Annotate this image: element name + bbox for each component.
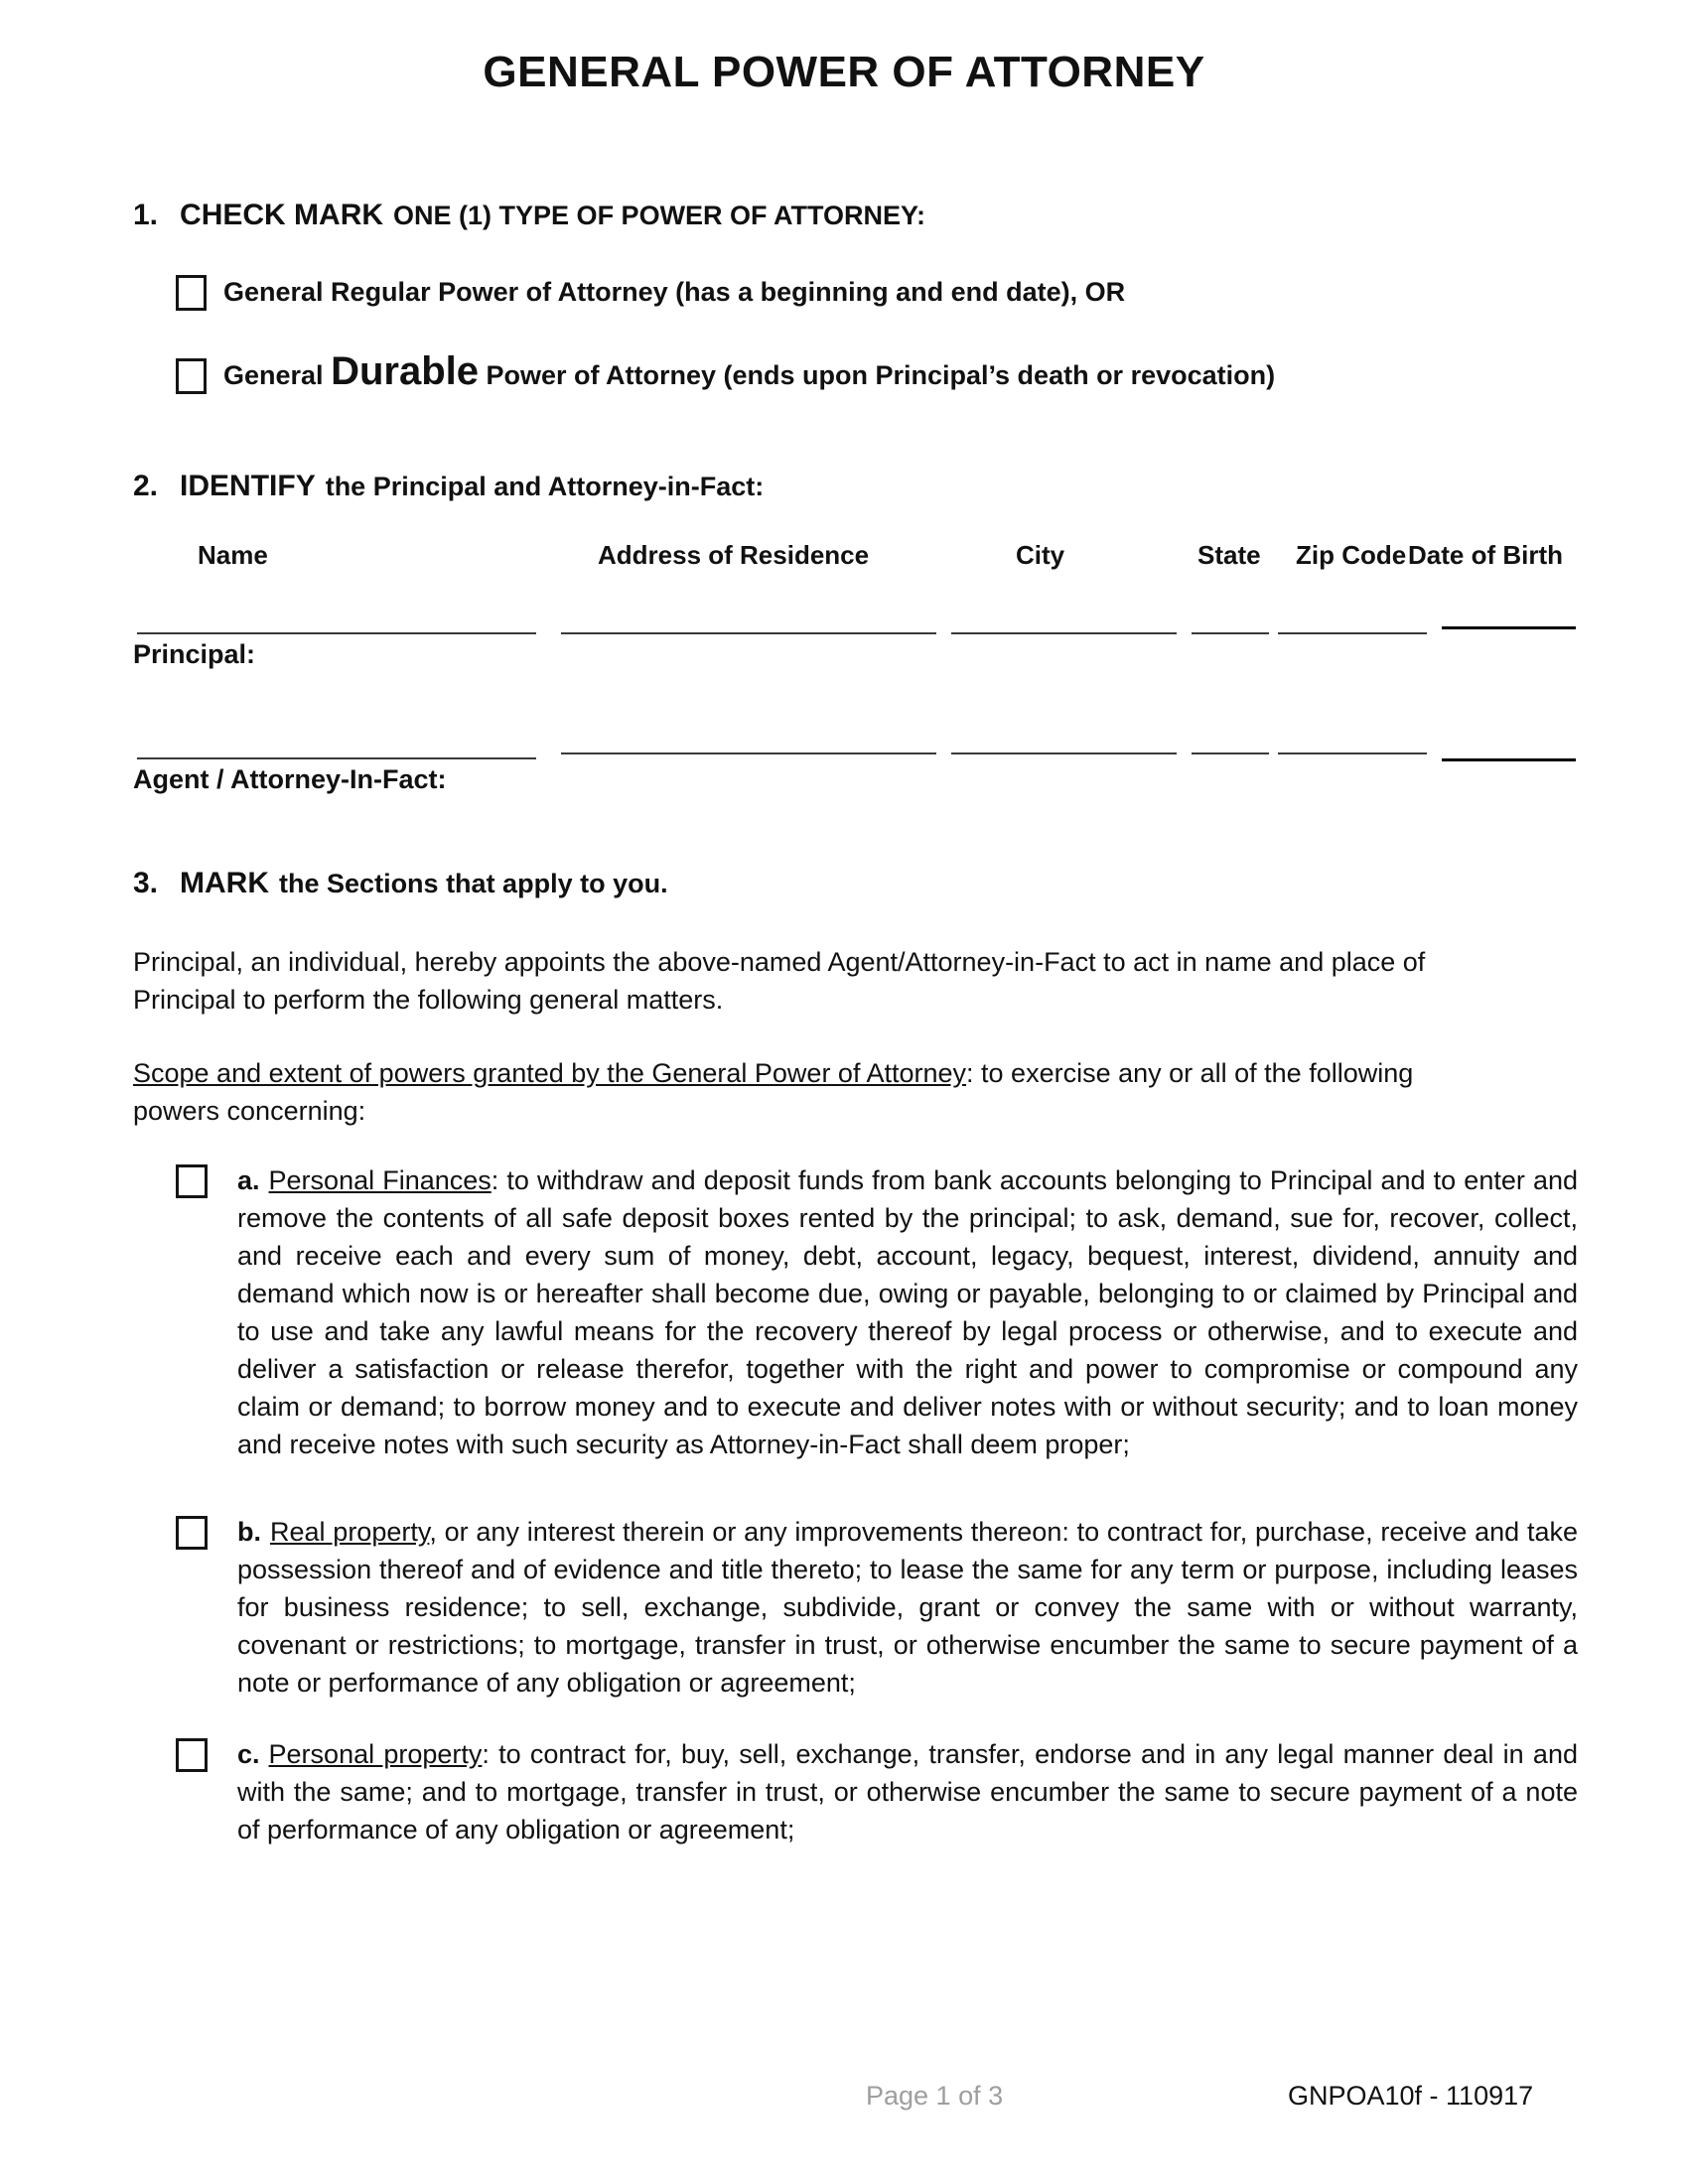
agent-address-field[interactable] <box>561 752 936 754</box>
clause-b-letter: b. <box>237 1517 261 1547</box>
durable-poa-label <box>223 349 1276 393</box>
section3-scope <box>133 1054 1476 1130</box>
principal-address-field[interactable] <box>561 632 936 634</box>
clause-c-letter: c. <box>237 1739 260 1769</box>
agent-state-field[interactable] <box>1192 752 1269 754</box>
col-header-city: City <box>1016 540 1065 570</box>
clause-real-property <box>133 1513 1578 1702</box>
col-header-zip: Zip Code <box>1296 540 1407 570</box>
principal-state-field[interactable] <box>1192 632 1269 634</box>
section1-heading <box>133 199 925 232</box>
durable-label-emphasis: Durable <box>331 349 479 393</box>
clause-personal-property <box>133 1735 1578 1848</box>
clause-a-text: : to withdraw and deposit funds from bank accounts belonging to Principal and to enter and remove the contents of all safe deposit boxes rented by the principal; to ask, demand, sue for, recover, collect, and receive each and every sum of money, debt, account, legacy, bequest, interest, dividend, annuity and demand which now is or hereafter shall become due, owing or payable, belonging to or claimed by Principal and to use and take any lawful means for the recovery thereof by legal process or otherwise, and to execute and deliver a satisfaction or release therefor, together with the right and power to compromise or compound any claim or demand; to borrow money and to execute and deliver notes with or without security; and to loan money and receive notes with such security as Attorney-in-Fact shall deem proper; <box>237 1165 1578 1459</box>
principal-row-label: Principal: <box>133 639 256 669</box>
option-durable-row <box>176 349 1275 394</box>
section2-heading <box>133 470 764 503</box>
scope-rest-text: : to exercise any or all of the following powers concerning: <box>133 1058 1414 1126</box>
personal-property-checkbox[interactable] <box>176 1738 208 1772</box>
regular-poa-checkbox[interactable] <box>176 275 207 311</box>
section3-heading-rest: the Sections that apply to you. <box>279 869 668 898</box>
form-code: GNPOA10f - 110917 <box>1288 2081 1534 2111</box>
real-property-checkbox[interactable] <box>176 1516 208 1550</box>
section1-heading-emphasis: CHECK MARK <box>180 199 384 231</box>
option-regular-row <box>176 275 1125 311</box>
regular-poa-label: General Regular Power of Attorney (has a beginning and end date), OR <box>223 277 1126 307</box>
durable-label-suffix: Power of Attorney (ends upon Principal’s death or revocation) <box>479 360 1276 390</box>
agent-city-field[interactable] <box>951 752 1177 754</box>
page-title: GENERAL POWER OF ATTORNEY <box>483 48 1205 96</box>
section1-number: 1. <box>133 199 159 231</box>
section2-number: 2. <box>133 470 159 502</box>
durable-poa-checkbox[interactable] <box>176 358 207 394</box>
clause-b-text: , or any interest therein or any improvements thereon: to contract for, purchase, receive and take possession thereof and of evidence and title thereto; to lease the same for any term or purpose, including leases for business residence; to sell, exchange, subdivide, grant or convey the same with or without warranty, covenant or restrictions; to mortgage, transfer in trust, or otherwise encumber the same to secure payment of a note or performance of any obligation or agreement; <box>237 1517 1579 1698</box>
col-header-state: State <box>1197 540 1261 570</box>
durable-label-prefix: General <box>223 360 332 390</box>
principal-city-field[interactable] <box>951 632 1177 634</box>
col-header-address: Address of Residence <box>598 540 870 570</box>
clause-c-text: : to contract for, buy, sell, exchange, transfer, endorse and in any legal manner deal in and with the same; and to mortgage, transfer in trust, or otherwise encumber the same to secure payment of a note of performance of any obligation or agreement; <box>237 1739 1578 1844</box>
clause-a-title: Personal Finances <box>268 1165 492 1195</box>
clause-c-title: Personal property <box>268 1739 483 1769</box>
agent-name-field[interactable] <box>137 757 536 759</box>
section1-heading-rest: ONE (1) TYPE OF POWER OF ATTORNEY: <box>393 201 926 230</box>
clause-b-title: Real property <box>270 1517 430 1547</box>
section2-heading-emphasis: IDENTIFY <box>180 470 316 502</box>
principal-name-field[interactable] <box>137 632 536 634</box>
page-number: Page 1 of 3 <box>866 2081 1004 2111</box>
clause-a-letter: a. <box>237 1165 260 1195</box>
personal-finances-checkbox[interactable] <box>176 1164 208 1198</box>
section3-heading-emphasis: MARK <box>180 867 270 899</box>
agent-zip-field[interactable] <box>1278 752 1427 754</box>
section3-heading <box>133 867 668 900</box>
agent-row-label: Agent / Attorney-In-Fact: <box>133 764 447 794</box>
col-header-date-of-birth: Date of Birth <box>1408 540 1563 570</box>
agent-dob-field[interactable] <box>1442 758 1576 761</box>
section3-intro: Principal, an individual, hereby appoints the above-named Agent/Attorney-in-Fact to act in name and place of Principal to perform the following general matters. <box>133 947 1426 1015</box>
col-header-name: Name <box>198 540 268 570</box>
section3-number: 3. <box>133 867 159 899</box>
clause-personal-finances <box>133 1161 1578 1463</box>
principal-dob-field[interactable] <box>1442 626 1576 629</box>
principal-zip-field[interactable] <box>1278 632 1427 634</box>
scope-underlined-text: Scope and extent of powers granted by the General Power of Attorney <box>133 1058 967 1088</box>
section2-heading-rest: the Principal and Attorney-in-Fact: <box>325 472 765 501</box>
